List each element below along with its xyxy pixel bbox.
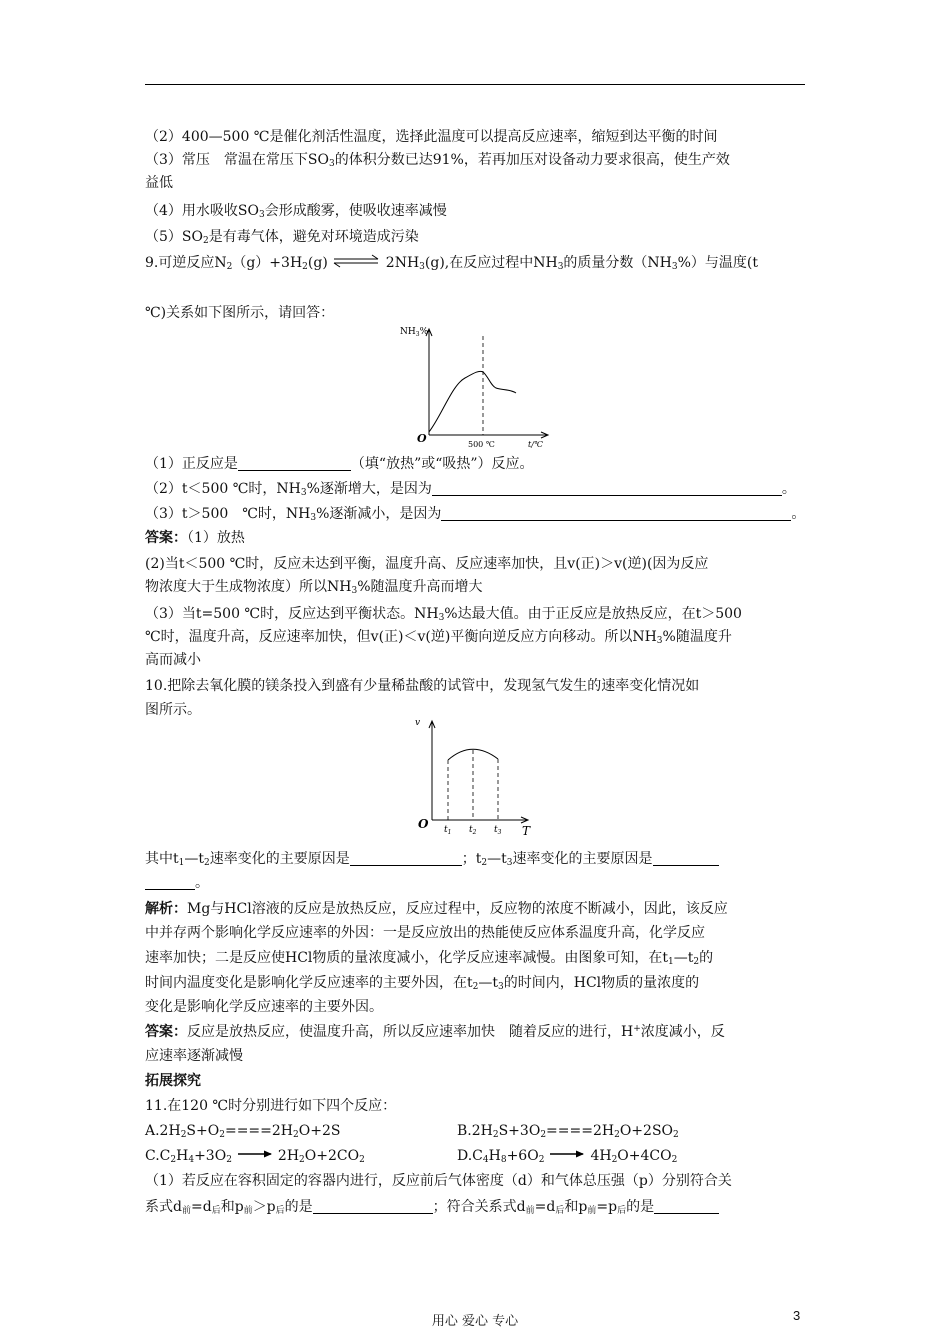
q11-option-b: $B.2H_2S+3O_2====2H_2O+2SO_2$ [457,1123,679,1140]
reaction-arrow-icon [548,1147,586,1161]
page-number: 3 [793,1308,801,1323]
q9-question-2: （2）t＜500 ℃时，$NH_3\%$逐渐增大，是因为 。 [145,481,796,498]
q11-option-a: $A.2H_2S+O_2====2H_2O+2S$ [145,1123,341,1140]
q11-question-1: （1）若反应在容积固定的容器内进行，反应前后气体密度（d）和气体总压强（p）分别符合关 [145,1173,732,1189]
q11-stem: 11.在120 ℃时分别进行如下四个反应： [145,1098,397,1114]
page-footer: 用心 爱心 专心 [431,1314,519,1329]
q9-question-1: （1）正反应是 （填“放热”或“吸热”）反应。 [145,456,534,472]
reversible-arrow-icon [332,254,370,268]
q9-blank-2[interactable] [432,481,782,496]
tick-500c-label: 500 ℃ [468,440,495,449]
q9-answer-3-cont: ℃时，温度升高，反应速率加快，但v(正)＜v(逆)平衡向逆反应方向移动。所以$NH_3\%$随温度升 [145,629,732,646]
q9-answer-1: 答案：（1）放热 [145,530,245,546]
x-axis-label: t/℃ [528,440,543,449]
q11-blank-2[interactable] [654,1199,719,1214]
t3-label: $t_3$ [494,825,502,836]
q9-answer-3: （3）当t=500 ℃时，反应达到平衡状态。$NH_3\%$达最大值。由于正反应是放热反应，在t＞500 [145,606,742,623]
q10-answer: 答案：反应是放热反应，使温度升高，所以反应速率加快 随着反应的进行，H+浓度减小，反 [145,1024,725,1040]
origin-label: O [418,817,429,831]
q10-stem-cont: 图所示。 [145,702,201,718]
nh3-temperature-graph [400,320,560,455]
q10-answer-cont: 应速率逐渐减慢 [145,1048,243,1064]
q9-answer-3-end: 高而减小 [145,652,201,668]
q10-analysis-2: 中并存两个影响化学反应速率的外因：一是反应放出的热能使反应体系温度升高，化学反应 [145,925,705,941]
q9-stem: 9.可逆反应$N_2(g)+3H_2(g)$ $2NH_3(g)$,在反应过程中$NH_3$的质量分数$(NH_3\%)$与温度(t [145,255,759,272]
q11-question-1-cont: 系式$d_前=d_后$和$p_前>p_后$的是 ；符合关系式$d_前=d_后$和$p_前=p_后$的是 [145,1196,810,1218]
q10-analysis-3: 速率加快；二是反应使HCl物质的量浓度减小，化学反应速率减慢。由图象可知，在$t_1—t_2$的 [145,950,714,967]
origin-label: O [417,432,427,445]
q10-blank-2[interactable] [653,851,719,866]
q9-answer-2: (2)当t＜500 ℃时，反应未达到平衡，温度升高、反应速率加快，且v(正)＞v(逆)(因为反应 [145,556,709,572]
q11-option-d: $D.C_4H_8+6O_2$ $4H_2O+4CO_2$ [457,1148,678,1165]
q10-fill-in: 其中$t_1—t_2$速率变化的主要原因是 ；$t_2—t_3$速率变化的主要原因是 [145,848,810,870]
q9-blank-1[interactable] [238,456,351,471]
t1-label: $t_1$ [444,825,452,836]
q10-blank-1[interactable] [350,851,462,866]
rate-time-graph [410,713,540,838]
q10-analysis-4: 时间内温度变化是影响化学反应速率的主要外因，在$t_2—t_3$的时间内，HCl物质的量浓度的 [145,975,700,992]
q10-fill-in-cont: 。 [145,872,810,894]
q9-question-3: （3）t＞500 ℃时，$NH_3\%$逐渐减小，是因为 。 [145,506,806,523]
reaction-arrow-icon [236,1147,274,1161]
x-axis-label: T [522,824,531,838]
q8-answer-2: （2）400—500 ℃是催化剂活性温度，选择此温度可以提高反应速率，缩短到达平衡的时间 [145,129,718,145]
q10-analysis-1: 解析：Mg与HCl溶液的反应是放热反应，反应过程中，反应物的浓度不断减小，因此，该反应 [145,901,728,917]
q11-blank-1[interactable] [313,1199,433,1214]
y-axis-label: v [415,718,421,728]
y-axis-label: $NH_3\%$ [400,327,429,338]
t2-label: $t_2$ [469,825,477,836]
q9-stem-cont: ℃)关系如下图所示，请回答： [145,305,335,321]
q8-answer-3-cont: 益低 [145,175,173,191]
q8-answer-5: $(5)SO_2$是有毒气体，避免对环境造成污染 [145,229,419,246]
q10-analysis-5: 变化是影响化学反应速率的主要外因。 [145,999,383,1015]
q10-stem: 10.把除去氧化膜的镁条投入到盛有少量稀盐酸的试管中，发现氢气发生的速率变化情况如 [145,678,700,694]
q8-answer-4: （4）用水吸收$SO_3$会形成酸雾，使吸收速率减慢 [145,203,447,220]
q8-answer-3: （3）常压 常温在常压下$SO_3$的体积分数已达91%，若再加压对设备动力要求很高，使生产效 [145,152,730,169]
header-rule [145,84,805,85]
q11-option-c: $C.C_2H_4+3O_2$ $2H_2O+2CO_2$ [145,1148,365,1165]
q9-blank-3[interactable] [441,506,791,521]
nh3-curve [429,371,516,432]
q10-blank-2-cont[interactable] [145,875,195,890]
q9-answer-2-cont: 物浓度大于生成物浓度）所以$NH_3\%$随温度升高而增大 [145,579,483,596]
section-title: 拓展探究 [145,1073,201,1089]
